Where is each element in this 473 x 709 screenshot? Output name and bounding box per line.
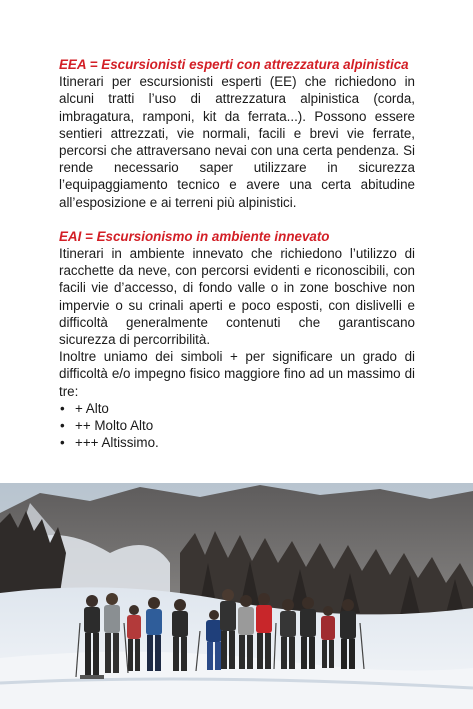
bullet-icon: • — [60, 435, 65, 451]
list-item-label: ++ Molto Alto — [75, 418, 154, 434]
list-item-label: +++ Altissimo. — [75, 435, 159, 451]
photo-illustration — [0, 483, 473, 709]
group-snowshoe-photo — [0, 483, 473, 709]
text-column — [59, 56, 415, 451]
list-item — [59, 434, 415, 451]
bullet-icon: • — [60, 400, 65, 416]
bullet-icon: • — [60, 418, 65, 434]
section-body-symbols: Inoltre uniamo dei simboli + per significare un grado di difficoltà e/o impegno fisico maggiore fino ad un massimo di tre: — [59, 349, 415, 399]
list-item-label: + Alto — [75, 400, 109, 416]
section-body-eea: Itinerari per escursionisti esperti (EE) che richiedono in alcuni tratti l’uso di attrezzatura alpinistica (corda, imbragatura, ramponi, kit da ferrata...). Possono essere sentieri attrezzati, vie normali, facili e brevi vie ferrate, percorsi che attraversano nevai con una certa pendenza. Si rende necessario saper utilizzare in sicurezza l’equipaggiamento tecnico e avere una certa abitudine all’esposizione e ai terreni più alpinistici. — [59, 74, 415, 210]
section-body-eai: Itinerari in ambiente innevato che richiedono l’utilizzo di racchette da neve, con percorsi evidenti e riconoscibili, con facili vie d’accesso, di fondo valle o in zone boschive non impervie o su crinali aperti e poco esposti, con dislivelli e difficoltà generalmente contenuti che garantiscano sicurezza di percorribilità. — [59, 246, 415, 348]
list-item — [59, 417, 415, 434]
section-title-eea: EEA = Escursionisti esperti con attrezzatura alpinistica — [59, 57, 409, 72]
difficulty-list — [59, 400, 415, 452]
section-title-eai: EAI = Escursionismo in ambiente innevato — [59, 228, 330, 244]
list-item — [59, 400, 415, 417]
section-gap — [59, 211, 415, 228]
